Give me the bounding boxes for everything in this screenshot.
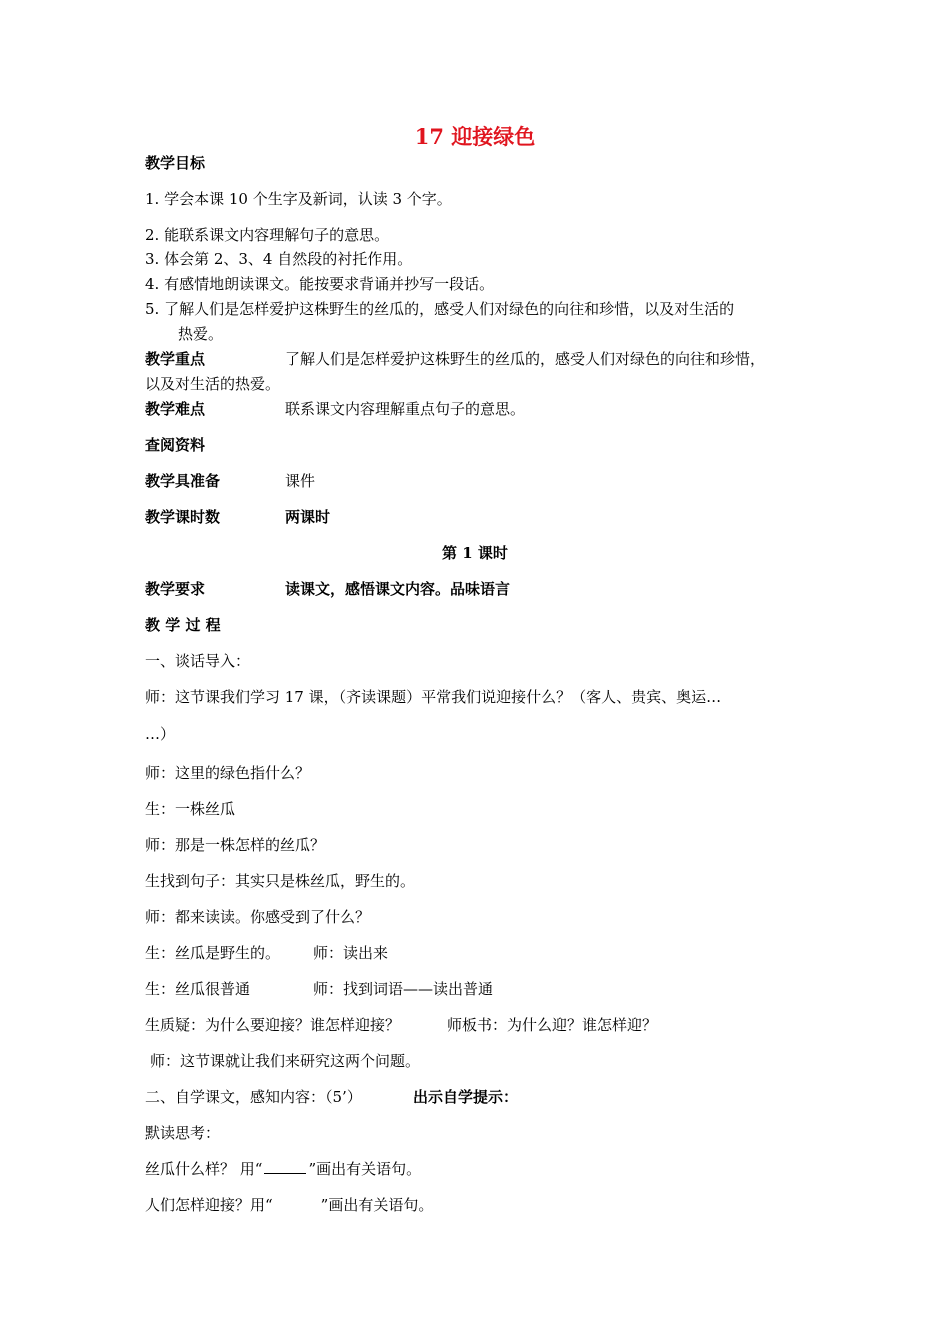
document-title: 17 迎接绿色 (414, 124, 536, 149)
key-point-label: 教学重点 (145, 350, 206, 368)
key-point-text: 了解人们是怎样爱护这株野生的丝瓜的，感受人们对绿色的向往和珍惜， (285, 350, 766, 368)
reference-label: 查阅资料 (145, 436, 206, 454)
process-line: 二、自学课文，感知内容：（5’） (145, 1088, 362, 1106)
objective-item-continued: 热爱。 (178, 325, 224, 343)
process-line-part: 人们怎样迎接？用“ (145, 1196, 273, 1214)
process-line: 一、谈话导入： (145, 652, 251, 670)
process-line: 师板书：为什么迎？谁怎样迎？ (447, 1016, 658, 1034)
tools-text: 课件 (285, 472, 316, 490)
lesson-title: 第 1 课时 (442, 544, 508, 562)
process-line: 生质疑：为什么要迎接？谁怎样迎接？ (145, 1016, 401, 1034)
difficulty-label: 教学难点 (145, 400, 206, 418)
process-line: …） (145, 725, 176, 743)
tools-label: 教学具准备 (145, 472, 221, 490)
difficulty-text: 联系课文内容理解重点句子的意思。 (285, 400, 526, 418)
process-line: 生：一株丝瓜 (145, 800, 236, 818)
process-line: 师：这里的绿色指什么？ (145, 764, 311, 782)
process-heading: 教 学 过 程 (145, 616, 221, 634)
process-line: 师：都来读读。你感受到了什么？ (145, 908, 371, 926)
process-line-part: ”画出有关语句。 (308, 1160, 422, 1178)
process-line: 师：这节课就让我们来研究这两个问题。 (150, 1052, 421, 1070)
process-line: 师：那是一株怎样的丝瓜？ (145, 836, 326, 854)
objective-item: 1. 学会本课 10 个生字及新词，认读 3 个字。 (145, 190, 452, 208)
process-line: 师：读出来 (313, 944, 389, 962)
process-line: 默读思考： (145, 1124, 221, 1142)
hours-label: 教学课时数 (145, 508, 221, 526)
process-line: 生找到句子：其实只是株丝瓜，野生的。 (145, 872, 416, 890)
process-line: 师：这节课我们学习 17 课，（齐读课题）平常我们说迎接什么？（客人、贵宾、奥运… (145, 688, 722, 706)
process-line: 生：丝瓜是野生的。 (145, 944, 281, 962)
objective-item: 2. 能联系课文内容理解句子的意思。 (145, 226, 390, 244)
process-line: 师：找到词语——读出普通 (313, 980, 494, 998)
objective-item: 5. 了解人们是怎样爱护这株野生的丝瓜的，感受人们对绿色的向往和珍惜，以及对生活的 (145, 300, 735, 318)
self-study-prompt: 出示自学提示： (413, 1088, 519, 1106)
process-line-part: 丝瓜什么样？ 用“ (145, 1160, 263, 1178)
objectives-heading: 教学目标 (145, 154, 206, 172)
underline-mark (264, 1159, 306, 1174)
process-line: 生：丝瓜很普通 (145, 980, 251, 998)
requirement-text: 读课文，感悟课文内容。品味语言 (285, 580, 511, 598)
process-line (145, 1159, 421, 1179)
hours-text: 两课时 (285, 508, 331, 526)
objective-item: 4. 有感情地朗读课文。能按要求背诵并抄写一段话。 (145, 275, 495, 293)
process-line-part: ”画出有关语句。 (320, 1196, 434, 1214)
key-point-text-continued: 以及对生活的热爱。 (145, 375, 281, 393)
requirement-label: 教学要求 (145, 580, 206, 598)
process-line (145, 1195, 433, 1215)
objective-item: 3. 体会第 2、3、4 自然段的衬托作用。 (145, 250, 413, 268)
